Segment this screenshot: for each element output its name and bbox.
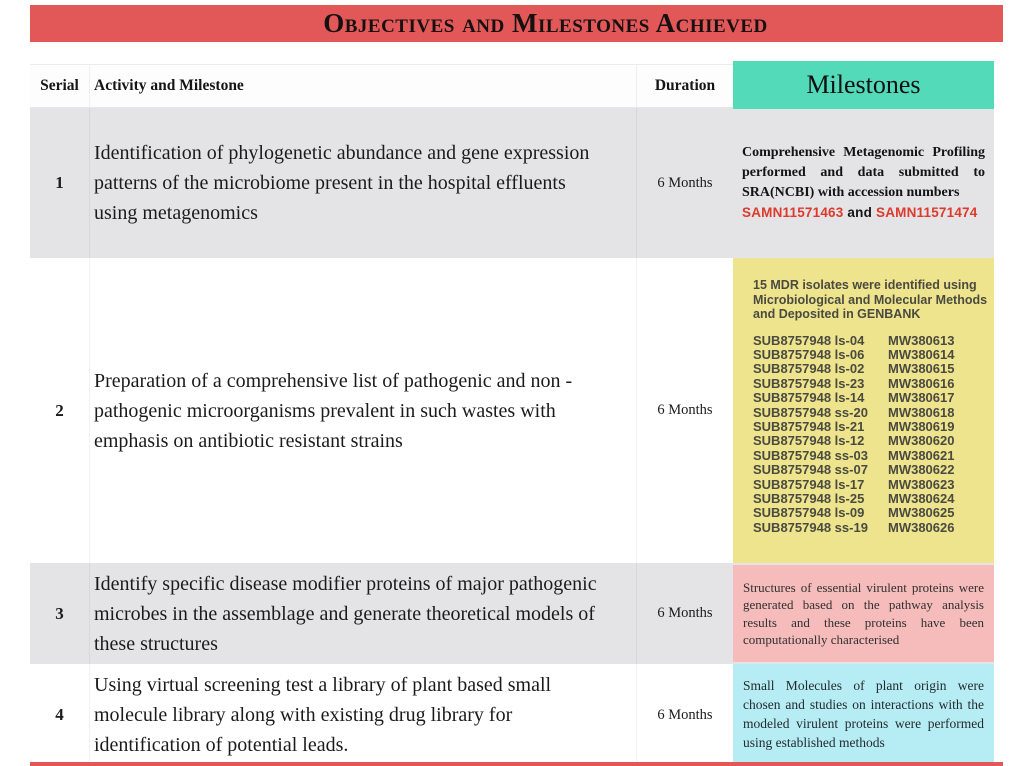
- milestone-row1: [733, 108, 994, 258]
- serial-number: 3: [55, 603, 64, 623]
- submission-id: SUB8757948 ss-19: [753, 519, 868, 535]
- milestone-row1-main: Comprehensive Metagenomic Profiling performed and data submitted to SRA(NCBI) with accession numbers: [742, 145, 985, 200]
- submission-id: SUB8757948 ls-06: [753, 346, 865, 362]
- milestone-row1-text: [742, 143, 985, 223]
- accession-id: MW380613: [888, 332, 955, 348]
- title-banner: [30, 5, 1003, 42]
- accession-id: MW380616: [888, 375, 955, 391]
- genbank-entry: [753, 406, 986, 420]
- duration-text: 6 Months: [657, 605, 713, 621]
- genbank-entry: [753, 492, 986, 506]
- duration-cell: [637, 563, 733, 664]
- activity-text: Preparation of a comprehensive list of pathogenic and non - pathogenic microorganisms prevalent in such wastes with emphasis on antibiotic resistant strains: [94, 369, 573, 452]
- header-serial-label: Serial: [40, 77, 79, 94]
- serial-number: 1: [55, 173, 64, 192]
- milestone-cell: [733, 108, 994, 258]
- genbank-entry: [753, 506, 986, 520]
- accession-id: MW380620: [888, 433, 955, 449]
- activity-cell: [90, 664, 637, 766]
- table-row: [30, 258, 994, 563]
- milestone-cell: [733, 258, 994, 563]
- milestone-row3-text: Structures of essential virulent proteins were generated based on the pathway analysis results and these proteins have been computationally characterised: [743, 579, 984, 647]
- activity-cell: [90, 108, 637, 258]
- activity-cell: [90, 258, 637, 563]
- header-duration-label: Duration: [654, 77, 716, 94]
- genbank-entry: [753, 521, 986, 535]
- accession-id: MW380621: [888, 447, 955, 463]
- genbank-list: [753, 334, 986, 536]
- duration-cell: [637, 108, 733, 258]
- accession-number-1: SAMN11571463: [742, 205, 844, 220]
- table-row: [30, 563, 994, 664]
- accession-id: MW380619: [888, 418, 955, 434]
- page-title: Objectives and Milestones Achieved: [323, 8, 768, 38]
- genbank-entry: [753, 478, 986, 492]
- serial-cell: [30, 563, 90, 664]
- submission-id: SUB8757948 ss-07: [753, 462, 868, 478]
- genbank-entry: [753, 348, 986, 362]
- accession-line: [742, 203, 985, 223]
- accession-id: MW380615: [888, 361, 955, 377]
- submission-id: SUB8757948 ls-02: [753, 361, 865, 377]
- milestone-row2-yellow: [733, 258, 994, 563]
- genbank-entry: [753, 391, 986, 405]
- serial-cell: [30, 258, 90, 563]
- accession-id: MW380625: [888, 505, 955, 521]
- accession-id: MW380614: [888, 346, 955, 362]
- milestone-row3-pink: [733, 565, 994, 662]
- submission-id: SUB8757948 ls-12: [753, 433, 865, 449]
- accession-id: MW380617: [888, 390, 955, 406]
- milestone-row4-text: Small Molecules of plant origin were chosen and studies on interactions with the modeled virulent proteins were performed using established methods: [743, 678, 984, 750]
- submission-id: SUB8757948 ls-23: [753, 375, 865, 391]
- activity-cell: [90, 563, 637, 664]
- genbank-entry: [753, 434, 986, 448]
- genbank-intro: 15 MDR isolates were identified using Microbiological and Molecular Methods and Deposited in GENBANK: [753, 278, 988, 321]
- submission-id: SUB8757948 ss-03: [753, 447, 868, 463]
- accession-id: MW380626: [888, 519, 955, 535]
- duration-cell: [637, 258, 733, 563]
- serial-number: 4: [55, 705, 64, 724]
- duration-text: 6 Months: [657, 174, 713, 191]
- accession-id: MW380622: [888, 462, 955, 478]
- submission-id: SUB8757948 ls-21: [753, 418, 865, 434]
- header-milestones-label: Milestones: [806, 70, 921, 99]
- accession-id: MW380624: [888, 490, 955, 506]
- submission-id: SUB8757948 ls-09: [753, 505, 865, 521]
- genbank-entry: [753, 377, 986, 391]
- genbank-entry: [753, 463, 986, 477]
- serial-number: 2: [55, 400, 64, 420]
- duration-text: 6 Months: [657, 402, 713, 418]
- submission-id: SUB8757948 ls-25: [753, 490, 865, 506]
- milestones-header-box: [733, 61, 994, 109]
- header-milestones: [733, 65, 994, 107]
- header-activity: [90, 65, 637, 107]
- submission-id: SUB8757948 ss-20: [753, 404, 868, 420]
- accession-number-2: SAMN11571474: [875, 205, 978, 220]
- duration-text: 6 Months: [657, 706, 713, 723]
- table-header-row: [30, 64, 994, 108]
- table-row: [30, 108, 994, 258]
- submission-id: SUB8757948 ls-04: [753, 332, 865, 348]
- bottom-red-strip: [30, 762, 1003, 766]
- milestone-cell: [733, 664, 994, 766]
- serial-cell: [30, 664, 90, 766]
- submission-id: SUB8757948 ls-17: [753, 476, 865, 492]
- activity-text: Identification of phylogenetic abundance and gene expression patterns of the microbiome present in the hospital effluents using metagenomics: [94, 142, 590, 224]
- table-row: [30, 664, 994, 766]
- genbank-entry: [753, 420, 986, 434]
- accession-joiner: and: [843, 205, 876, 220]
- accession-id: MW380623: [888, 476, 955, 492]
- genbank-entry: [753, 334, 986, 348]
- activity-text: Identify specific disease modifier proteins of major pathogenic microbes in the assemblage and generate theoretical models of these structures: [94, 572, 597, 655]
- milestones-table: [30, 64, 994, 766]
- milestone-cell: [733, 563, 994, 664]
- header-duration: [637, 65, 733, 107]
- header-activity-label: Activity and Milestone: [94, 77, 244, 94]
- submission-id: SUB8757948 ls-14: [753, 390, 865, 406]
- serial-cell: [30, 108, 90, 258]
- genbank-entry: [753, 362, 986, 376]
- header-serial: [30, 65, 90, 107]
- duration-cell: [637, 664, 733, 766]
- activity-text: Using virtual screening test a library of plant based small molecule library along with existing drug library for identification of potential leads.: [94, 674, 552, 756]
- genbank-entry: [753, 449, 986, 463]
- milestone-row4-cyan: [733, 664, 994, 766]
- accession-id: MW380618: [888, 404, 955, 420]
